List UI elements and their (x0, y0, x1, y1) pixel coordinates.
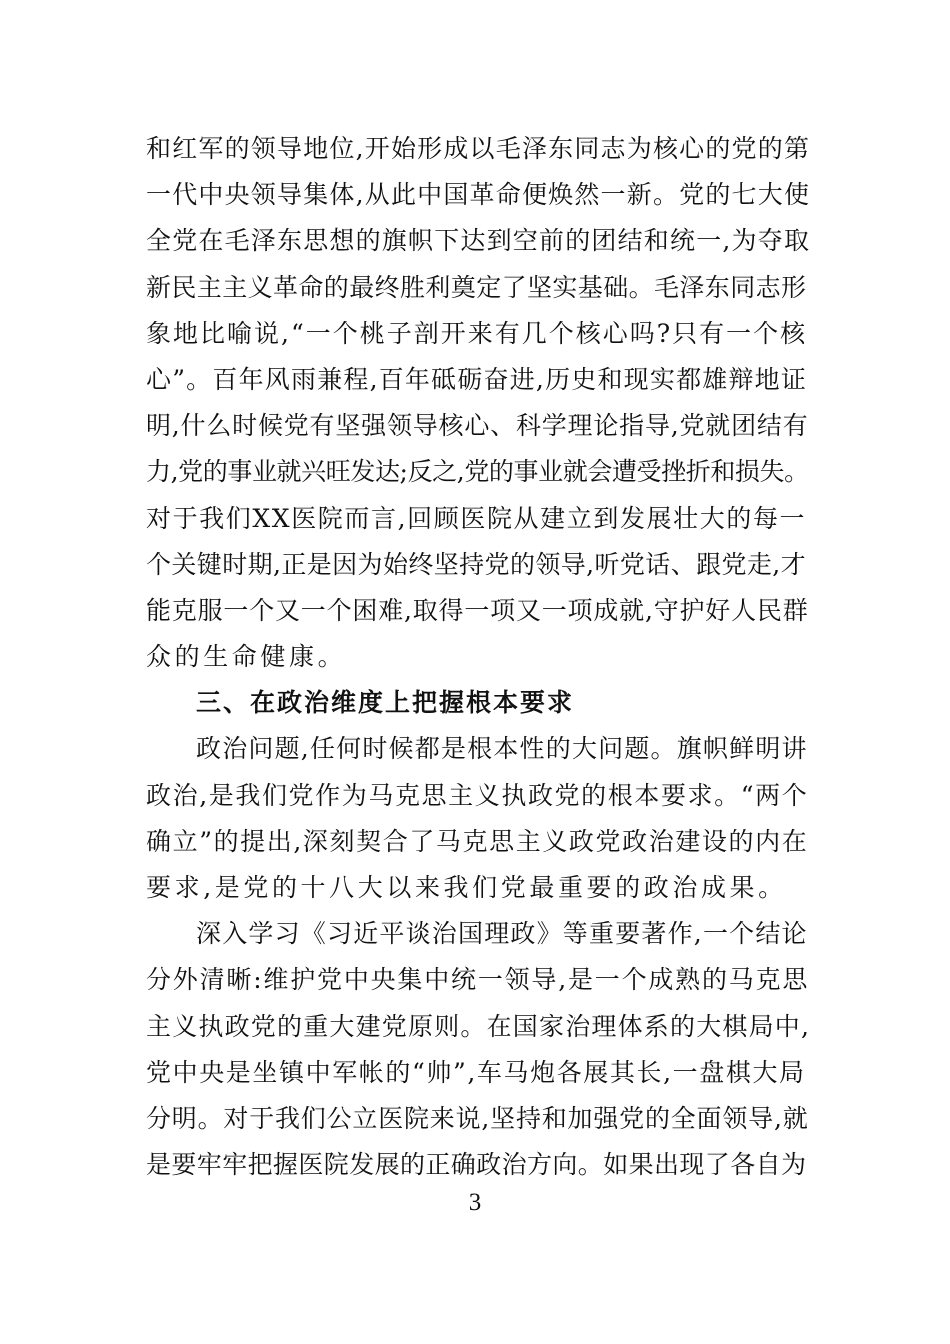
text-line: 一代中央领导集体,从此中国革命便焕然一新。党的七大使 (146, 180, 811, 210)
text-line: 心”。百年风雨兼程,百年砥砺奋进,历史和现实都雄辩地证 (146, 364, 808, 394)
body-text (146, 126, 810, 1188)
text-line: 象地比喻说,“一个桃子剖开来有几个核心吗?只有一个核 (146, 318, 808, 348)
text-line: 分外清晰:维护党中央集中统一领导,是一个成熟的马克思 (146, 965, 810, 995)
text-line: 新民主主义革命的最终胜利奠定了坚实基础。毛泽东同志形 (146, 272, 807, 302)
text-line: 主义执政党的重大建党原则。在国家治理体系的大棋局中, (146, 1011, 811, 1041)
text-line: 和红军的领导地位,开始形成以毛泽东同志为核心的党的第 (146, 134, 811, 163)
text-line: 个关键时期,正是因为始终坚持党的领导,听党话、跟党走,才 (146, 549, 807, 579)
text-line: 政治问题,任何时候都是根本性的大问题。旗帜鲜明讲 (196, 734, 808, 764)
text-line: 力,党的事业就兴旺发达;反之,党的事业就会遭受挫折和损失。 (146, 457, 809, 487)
text-line: 政治,是我们党作为马克思主义执政党的根本要求。“两个 (146, 780, 809, 810)
text-line: 确立”的提出,深刻契合了马克思主义政党政治建设的内在 (146, 826, 809, 856)
text-line: 深入学习《习近平谈治国理政》等重要著作,一个结论 (196, 919, 808, 949)
text-line: 分明。对于我们公立医院来说,坚持和加强党的全面领导,就 (146, 1103, 809, 1133)
text-line: 是要牢牢把握医院发展的正确政治方向。如果出现了各自为 (146, 1150, 807, 1180)
text-line: 全党在毛泽东思想的旗帜下达到空前的团结和统一,为夺取 (146, 226, 811, 256)
page-number: 3 (468, 1189, 482, 1216)
text-line: 明,什么时候党有坚强领导核心、科学理论指导,党就团结有 (146, 411, 809, 441)
text-line: 党中央是坐镇中军帐的“帅”,车马炮各展其长,一盘棋大局 (146, 1057, 806, 1087)
text-line: 对于我们XX医院而言,回顾医院从建立到发展壮大的每一 (146, 503, 807, 533)
text-line: 众的生命健康。 (146, 642, 347, 672)
text-line: 能克服一个又一个困难,取得一项又一项成就,守护好人民群 (146, 595, 809, 625)
text-line: 要求,是党的十八大以来我们党最重要的政治成果。 (146, 873, 787, 902)
section-heading: 三、在政治维度上把握根本要求 (196, 688, 575, 718)
